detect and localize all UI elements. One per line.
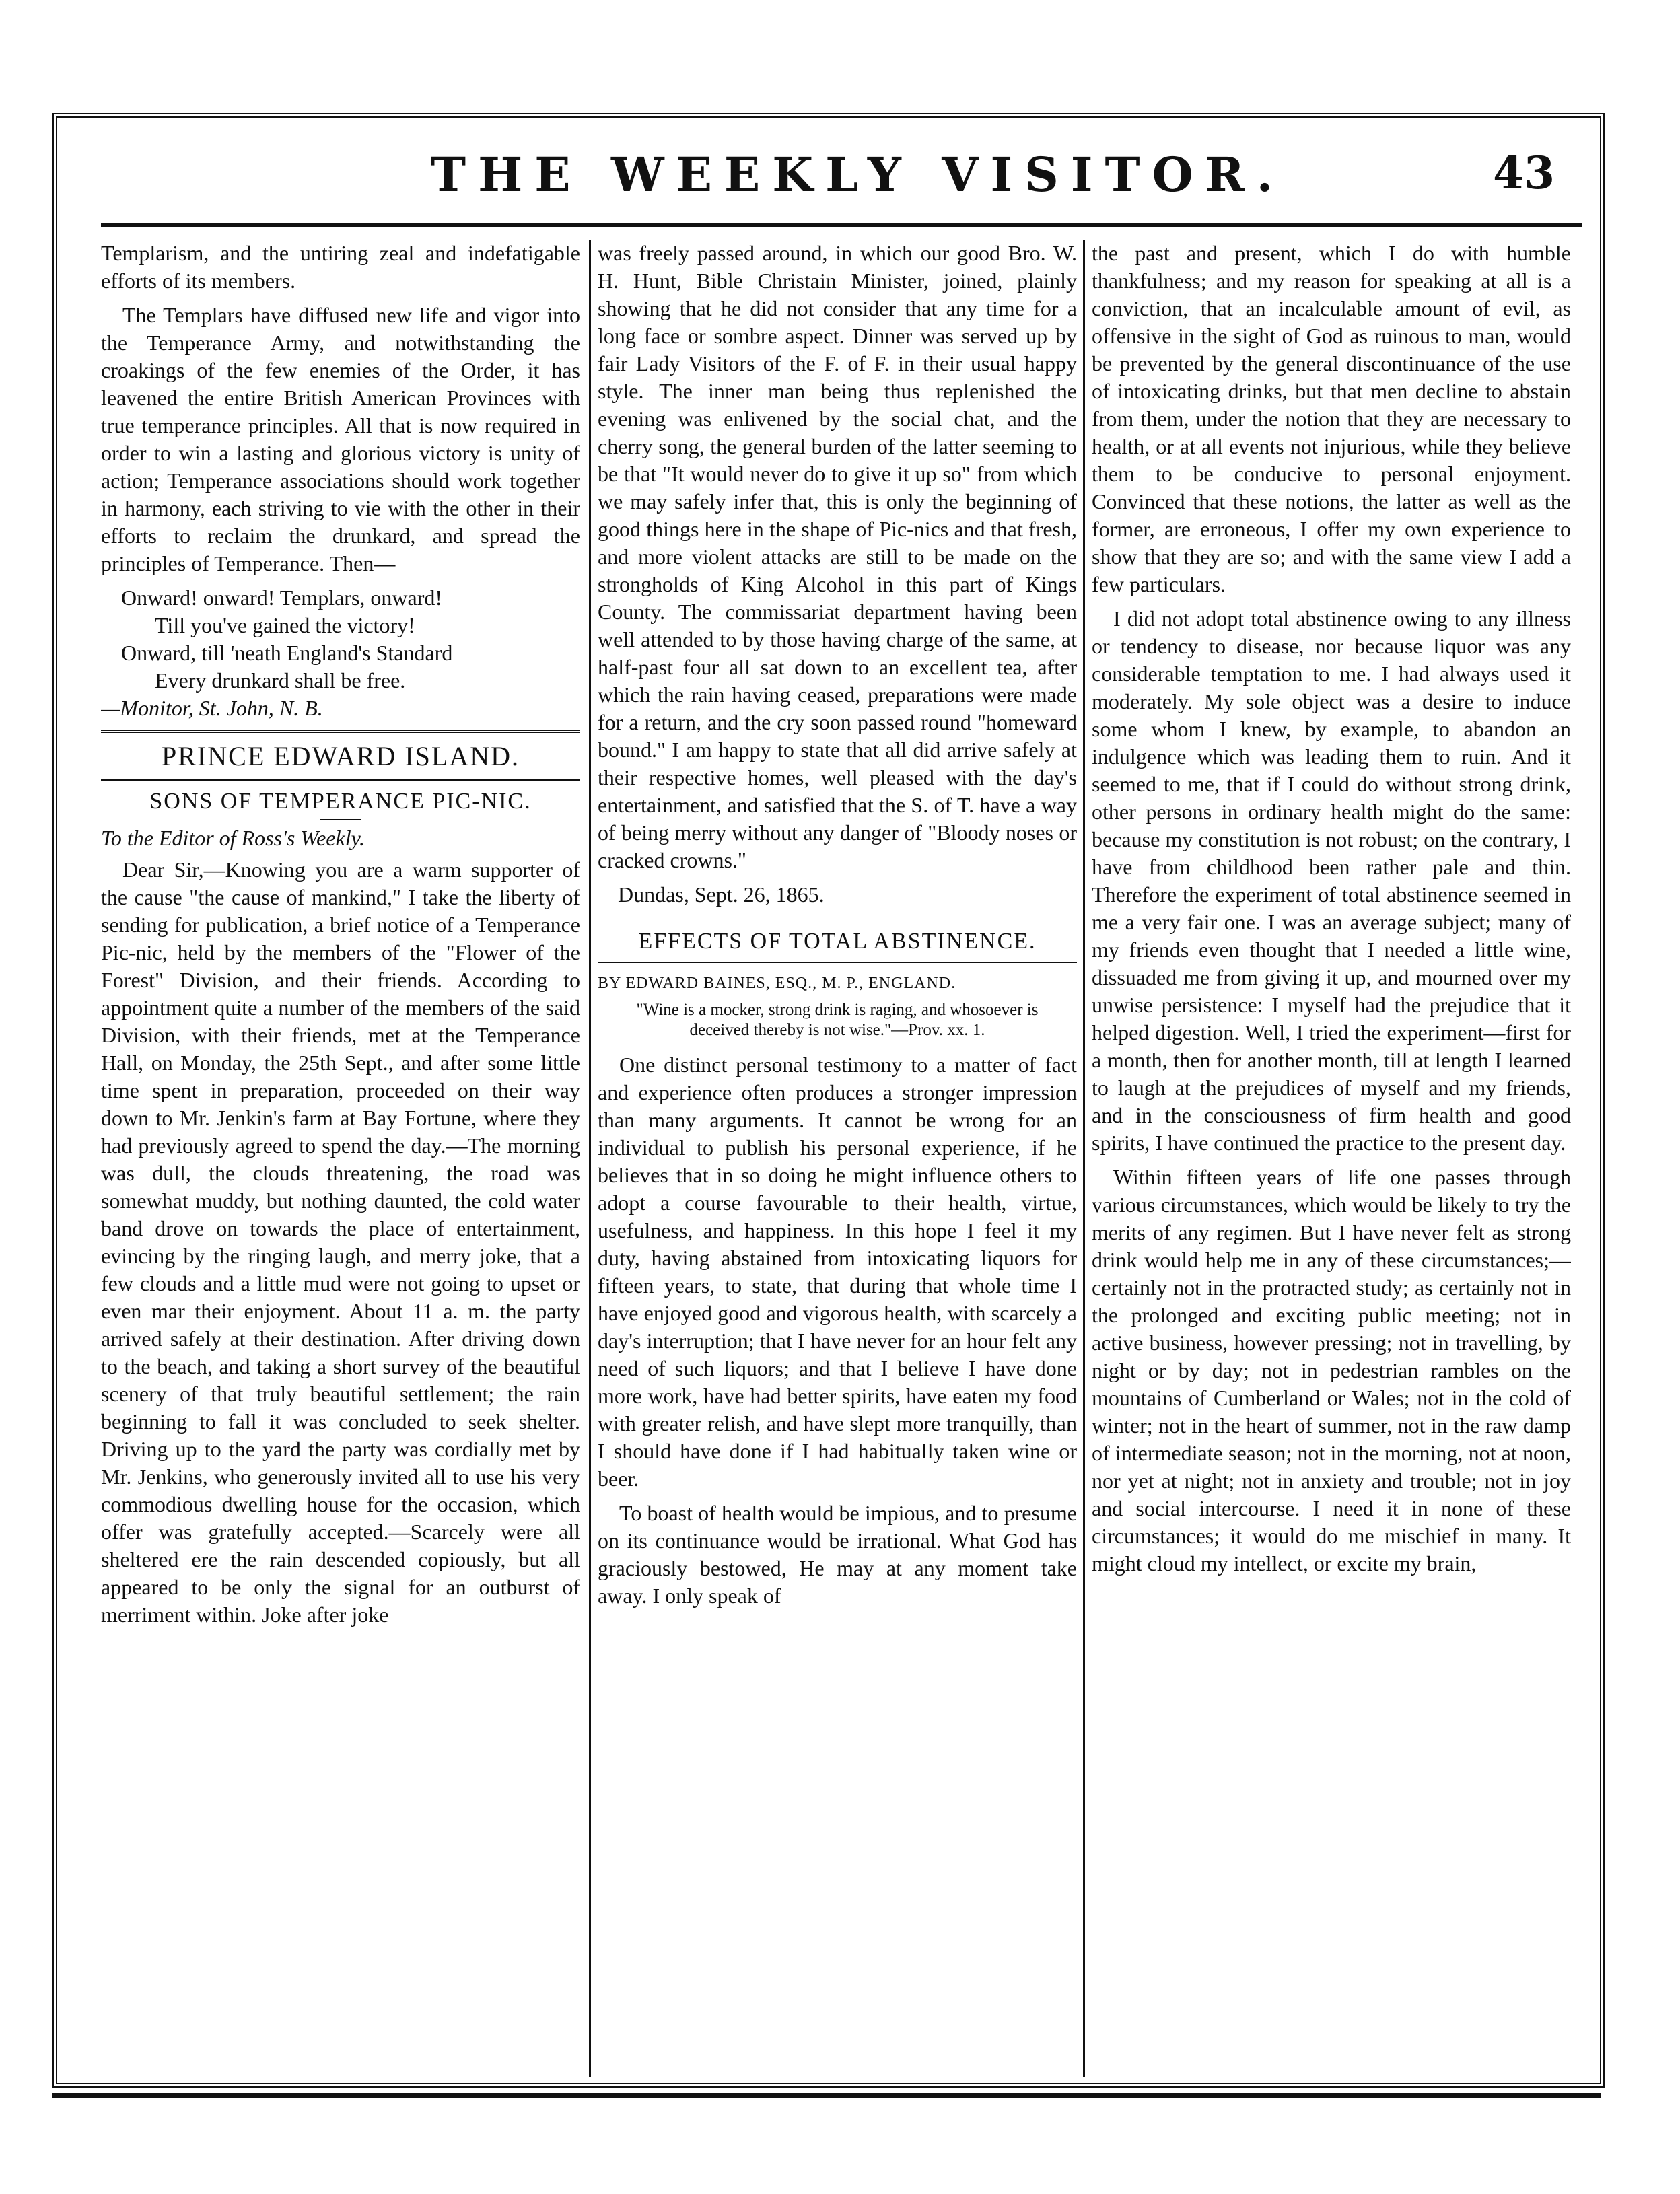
column-divider — [1083, 240, 1085, 2077]
article-heading: SONS OF TEMPERANCE PIC-NIC. — [149, 789, 532, 814]
masthead-rule — [101, 223, 1582, 227]
byline: BY EDWARD BAINES, ESQ., M. P., ENGLAND. — [598, 975, 956, 992]
source-attribution: —Monitor, St. John, N. B. — [101, 696, 323, 720]
section-rule — [101, 730, 580, 733]
verse-line: Onward! onward! Templars, onward! — [121, 586, 443, 610]
dateline: Dundas, Sept. 26, 1865. — [618, 882, 825, 907]
masthead — [101, 147, 1582, 221]
paragraph: One distinct personal testimony to a matter of fact and experience often produces a stronger impression than many arguments. It cannot be wrong for an individual to publish his personal experience, if he believes that in so doing he might influence others to adopt a course favourable to their health, virtue, usefulness, and happiness. In this hope I feel it my duty, having abstained from intoxicating liquors for fifteen years, to state, that during that whole time I have enjoyed good and vigorous health, with scarcely a day's interruption; that I have never for an hour felt any need of such liquors; and that I believe I have done more work, have had better spirits, have eaten my food with greater relish, and have slept more tranquilly, than I should have done if I had habitually taken wine or beer. — [598, 1053, 1077, 1491]
page-number: 43 — [1493, 147, 1555, 199]
section-rule — [101, 779, 580, 781]
column-1 — [101, 240, 580, 2084]
section-rule — [598, 962, 1077, 963]
paragraph: The Templars have diffused new life and vigor into the Temperance Army, and notwithstanding the croakings of the few enemies of the Order, it has leavened the entire British American Provinces with true temperance principles. All that is now required in order to win a lasting and glorious victory is unity of action; Temperance associations should work together in harmony, each striving to vie with the other in their efforts to reclaim the drunkard, and spread the principles of Temperance. Then— — [101, 303, 580, 575]
masthead-title: THE WEEKLY VISITOR. — [431, 147, 1286, 203]
short-rule — [320, 819, 361, 820]
bottom-rule — [53, 2093, 1601, 2098]
paragraph: the past and present, which I do with humble thankfulness; and my reason for speaking at all is a conviction, that an incalculable amount of evil, as offensive in the sight of God as ruinous to man, would be prevented by the general discontinuance of the use of intoxicating drinks, but that men decline to abstain from them, under the notion that they are necessary to health, or at all events not injurious, while they believe them to be conducive to personal enjoyment. Convinced that these notions, the latter as well as the former, are erroneous, I offer my own experience to show that they are so; and with the same view I add a few particulars. — [1092, 241, 1571, 596]
section-rule — [598, 917, 1077, 919]
paragraph: To boast of health would be impious, and to presume on its continuance would be irrational. What God has graciously bestowed, He may at any moment take away. I only speak of — [598, 1501, 1077, 1608]
salutation-line: To the Editor of Ross's Weekly. — [101, 826, 365, 850]
paragraph: I did not adopt total abstinence owing to any illness or tendency to disease, nor because liquor was any considerable temptation to me. I had always used it moderately. My sole object was a desire to induce some whom I knew, by example, to abandon an indulgence which was leading them to ruin. And it seemed to me, that if I could do without strong drink, other persons in ordinary health might do the same: because my constitution is not robust; on the contrary, I have from childhood been rather pale and thin. Therefore the experiment of total abstinence seemed in me a very fair one. I was an average subject; many of my friends even thought that I needed a little wine, dissuaded me from giving it up, and mourned over my unwise persistence: I myself had the prejudice that it helped digestion. Well, I tried the experiment—first for a month, then for another month, till at length I learned to laugh at the prejudices of myself and my friends, and in the consciousness of firm health and good spirits, I have continued the practice to the present day. — [1092, 606, 1571, 1155]
paragraph: Templarism, and the untiring zeal and indefatigable efforts of its members. — [101, 241, 580, 293]
column-2 — [598, 240, 1077, 2084]
verse-line: Onward, till 'neath England's Standard — [121, 641, 453, 665]
verse-line: Till you've gained the victory! — [155, 613, 415, 637]
column-divider — [589, 240, 591, 2077]
article-heading: EFFECTS OF TOTAL ABSTINENCE. — [638, 929, 1037, 954]
section-heading: PRINCE EDWARD ISLAND. — [162, 741, 520, 771]
paragraph: was freely passed around, in which our good Bro. W. H. Hunt, Bible Christain Minister, joined, plainly showing that he did not consider that any time for a long face or sombre aspect. Dinner was served up by fair Lady Visitors of the F. of F. in their usual happy style. The inner man being thus replenished the evening was enlivened by the social chat, and the cherry song, the general burden of the latter seeming to be that "It would never do to give it up so" from which we may safely infer that, this is only the beginning of good things here in the shape of Pic-nics and that fresh, and more violent attacks are still to be made on the strongholds of King Alcohol in this part of Kings County. The commissariat department having been well attended to by those having charge of the same, at half-past four all sat down to an excellent tea, after which the rain having ceased, preparations were made for a return, and the cry soon passed round "homeward bound." I am happy to state that all did arrive safely at their respective homes, well pleased with the day's entertainment, and satisfied that the S. of T. have a way of being merry without any danger of "Bloody noses or cracked crowns." — [598, 241, 1077, 872]
verse-line: Every drunkard shall be free. — [155, 668, 406, 693]
column-3 — [1092, 240, 1571, 2084]
verse — [121, 584, 580, 695]
paragraph: Dear Sir,—Knowing you are a warm supporter of the cause "the cause of mankind," I take the liberty of sending for publication, a brief notice of a Temperance Pic-nic, held by the members of the "Flower of the Forest" Division, and their friends. According to appointment quite a number of the members of the said Division, with their friends, met at the Temperance Hall, on Monday, the 25th Sept., and after some little time spent in preparation, proceeded on their way down to Mr. Jenkin's farm at Bay Fortune, where they had previously agreed to spend the day.—The morning was dull, the clouds threatening, the road was somewhat muddy, but nothing daunted, the cold water band drove on towards the place of entertainment, evincing by the ringing laugh, and merry joke, that a few clouds and a little mud were not going to upset or even mar their enjoyment. About 11 a. m. the party arrived safely at their destination. After driving down to the beach, and taking a short survey of the beautiful scenery of that truly beautiful settlement; the rain beginning to fall it was concluded to seek shelter. Driving up to the yard the party was cordially met by Mr. Jenkins, who generously invited all to use his very commodious dwelling house for the occasion, which offer was gratefully accepted.—Scarcely were all sheltered ere the rain descended copiously, but all appeared to be only the signal for an outburst of merriment within. Joke after joke — [101, 857, 580, 1627]
paragraph: Within fifteen years of life one passes through various circumstances, which would be likely to try the merits of any regimen. But I have never felt as strong drink would help me in any of these circumstances;—certainly not in the protracted study; as certainly not in the prolonged and exciting public meeting; not in active business, however pressing; not in travelling, by night or by day; not in pedestrian rambles on the mountains of Cumberland or Wales; not in the cold of winter; not in the heart of summer, not in the raw damp of intermediate season; not in the morning, not at noon, nor yet at night; not in anxiety and trouble; not in joy and social intercourse. I need it in none of these circumstances; it would do me mischief in many. It might cloud my intellect, or excite my brain, — [1092, 1165, 1571, 1576]
epigraph: "Wine is a mocker, strong drink is raging, and whosoever is deceived thereby is not wise."—Prov. xx. 1. — [636, 1001, 1039, 1039]
